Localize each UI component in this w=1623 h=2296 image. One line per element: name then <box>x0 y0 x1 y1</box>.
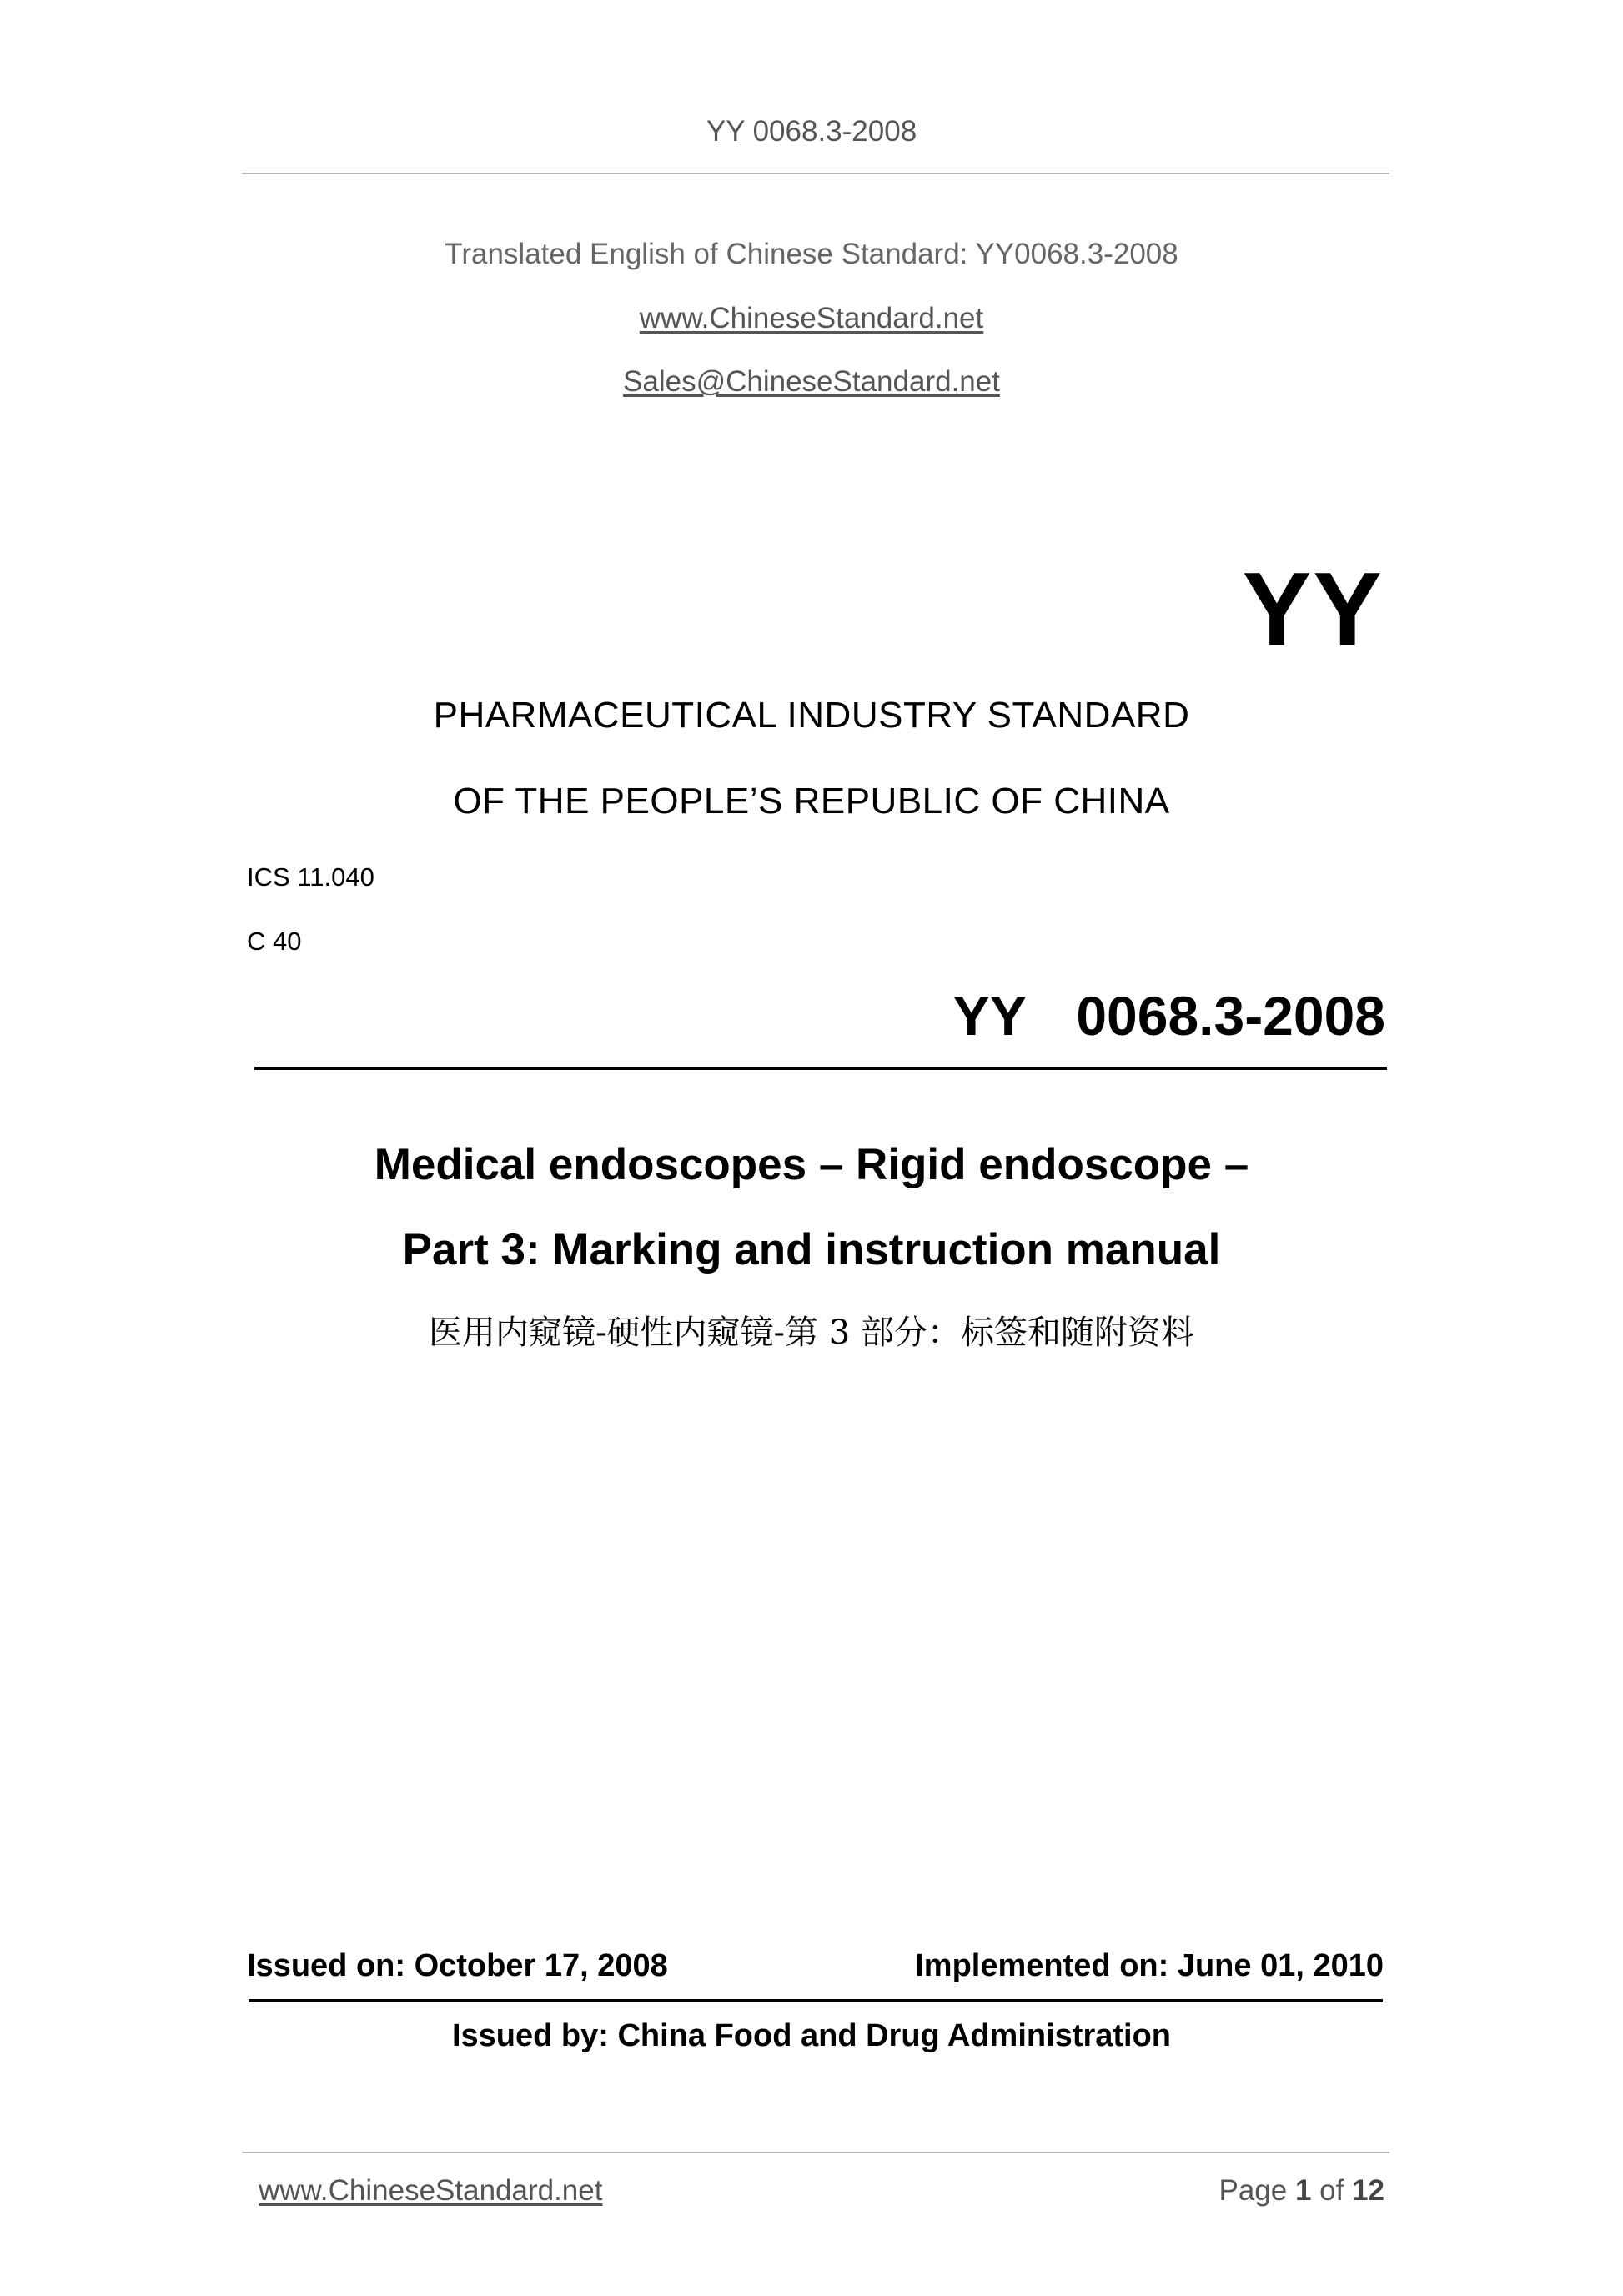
header-divider <box>242 173 1389 174</box>
title-english-line-2: Part 3: Marking and instruction manual <box>402 1225 1221 1274</box>
org-line-2: OF THE PEOPLE’S REPUBLIC OF CHINA <box>453 781 1170 821</box>
implemented-on-date: Implemented on: June 01, 2010 <box>915 1948 1384 1983</box>
page-prefix: Page <box>1219 2174 1295 2207</box>
page-current: 1 <box>1294 2174 1312 2207</box>
issued-on-date: Issued on: October 17, 2008 <box>247 1948 668 1983</box>
website-link[interactable] <box>0 302 1623 335</box>
sales-email-text[interactable]: Sales@ChineseStandard.net <box>623 365 1000 398</box>
title-chinese: 医用内窥镜-硬性内窥镜-第 3 部分：标签和随附资料 <box>429 1314 1194 1352</box>
translated-note: Translated English of Chinese Standard: YY0068.3-2008 <box>445 238 1178 270</box>
running-header: YY 0068.3-2008 <box>706 115 917 148</box>
page-of: of <box>1311 2174 1353 2207</box>
issued-by: Issued by: China Food and Drug Administration <box>451 2018 1172 2053</box>
page-total: 12 <box>1352 2174 1384 2207</box>
org-line-1: PHARMACEUTICAL INDUSTRY STANDARD <box>433 695 1190 736</box>
website-link-text[interactable]: www.ChineseStandard.net <box>639 302 984 334</box>
ics-code: ICS 11.040 <box>247 862 374 892</box>
page-indicator <box>1219 2174 1384 2208</box>
title-english-line-1: Medical endoscopes – Rigid endoscope – <box>374 1140 1249 1189</box>
footer-divider <box>242 2152 1389 2153</box>
sales-email-link[interactable] <box>0 365 1623 399</box>
footer-website-link[interactable]: www.ChineseStandard.net <box>259 2174 603 2207</box>
standard-number: YY 0068.3-2008 <box>952 985 1385 1047</box>
title-divider <box>254 1067 1387 1070</box>
issue-divider <box>249 1999 1383 2002</box>
standard-mark: YY <box>1242 552 1384 667</box>
issue-dates-row <box>247 1948 1384 1984</box>
ccs-code: C 40 <box>247 927 302 956</box>
